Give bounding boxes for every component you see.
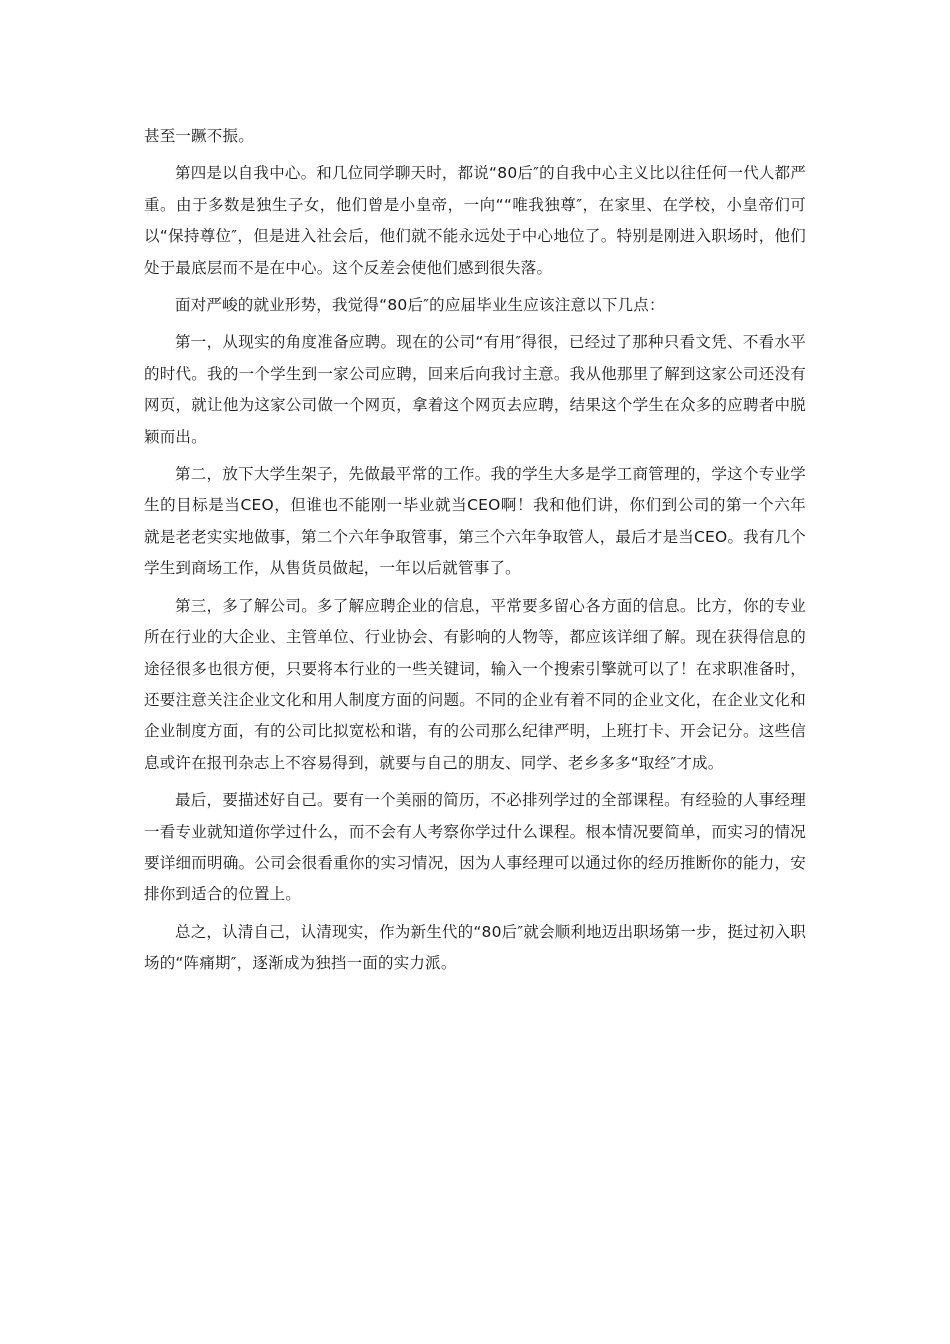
paragraph-continuation: 甚至一蹶不振。 — [144, 127, 254, 145]
paragraph-intro-advice: 面对严峻的就业形势，我觉得“80后″的应届毕业生应该注意以下几点： — [175, 296, 665, 315]
paragraph-advice-third: 第三，多了解公司。多了解应聘企业的信息，平常要多留心各方面的信息。比方，你的专业所在行业的大企业、主管单位、行业协会、有影响的人物等，都应该详细了解。现在获得信息的途径很多也很方便，只要将本行业的一些关键词，输入一个搜索引擎就可以了！在求职准备时，还要注意关注企业文化和用人制度方面的问题。不同的企业有着不同的企业文化，在企业文化和企业制度方面，有的公司比拟宽松和谐，有的公司那么纪律严明，上班打卡、开会记分。这些信息或许在报刊杂志上不容易得到，就要与自己的朋友、同学、老乡多多“取经″才成。 — [144, 596, 806, 772]
paragraph-advice-second: 第二，放下大学生架子，先做最平常的工作。我的学生大多是学工商管理的，学这个专业学生的目标是当CEO，但谁也不能刚一毕业就当CEO啊！我和他们讲，你们到公司的第一个六年就是老老实实地做事，第二个六年争取管事，第三个六年争取管人，最后才是当CEO。我有几个学生到商场工作，从售货员做起，一年以后就管事了。 — [144, 465, 806, 578]
paragraph-advice-first: 第一，从现实的角度准备应聘。现在的公司“有用″得很，已经过了那种只看文凭、不看水平的时代。我的一个学生到一家公司应聘，回来后向我讨主意。我从他那里了解到这家公司还没有网页，就让他为这家公司做一个网页，拿着这个网页去应聘，结果这个学生在众多的应聘者中脱颖而出。 — [144, 333, 806, 446]
paragraph-fourth-point: 第四是以自我中心。和几位同学聊天时，都说“80后″的自我中心主义比以往任何一代人都严重。由于多数是独生子女，他们曾是小皇帝，一向““唯我独尊″，在家里、在学校，小皇帝们可以“保持尊位″，但是进入社会后，他们就不能永远处于中心地位了。特别是刚进入职场时，他们处于最底层而不是在中心。这个反差会使他们感到很失落。 — [144, 164, 806, 277]
paragraph-advice-last: 最后，要描述好自己。要有一个美丽的简历，不必排列学过的全部课程。有经验的人事经理一看专业就知道你学过什么，而不会有人考察你学过什么课程。根本情况要简单，而实习的情况要详细而明确。公司会很看重你的实习情况，因为人事经理可以通过你的经历推断你的能力，安排你到适合的位置上。 — [144, 791, 806, 904]
paragraph-conclusion: 总之，认清自己，认清现实，作为新生代的“80后″就会顺利地迈出职场第一步，挺过初入职场的“阵痛期″，逐渐成为独挡一面的实力派。 — [144, 922, 806, 973]
document-body — [144, 121, 806, 986]
